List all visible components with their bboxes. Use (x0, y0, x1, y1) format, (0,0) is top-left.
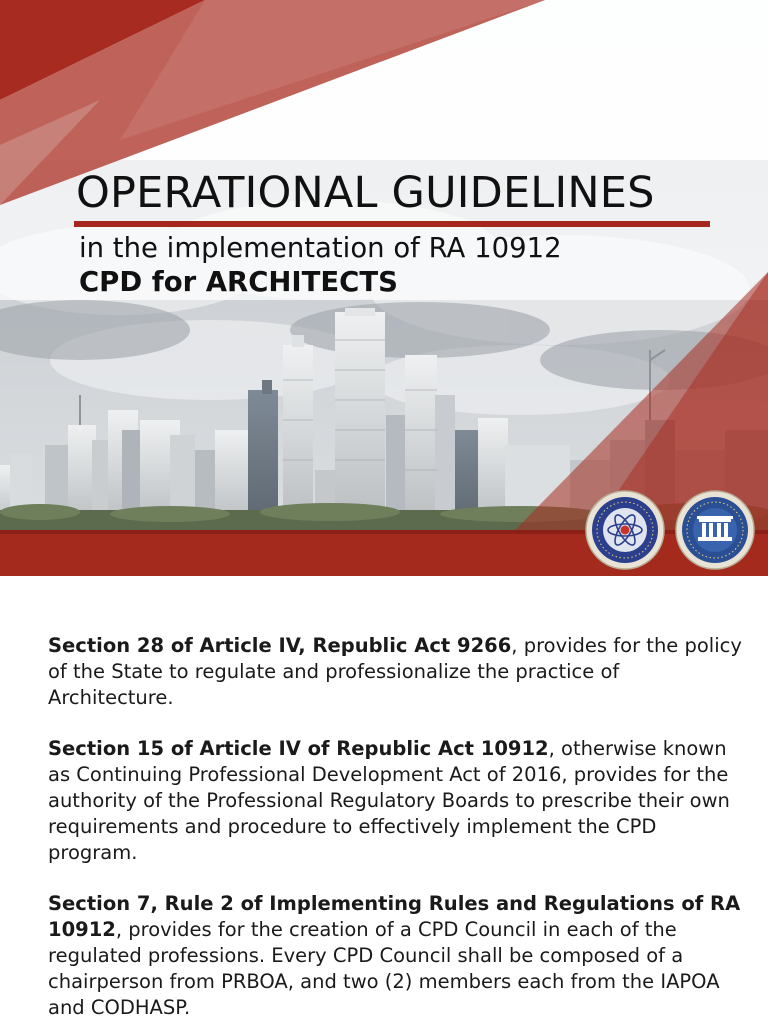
atom-seal-icon (585, 490, 665, 570)
paragraph-text: , provides for the policy of the State to regulate and professionalize the practice of Architecture. (48, 634, 742, 709)
column-seal-icon (675, 490, 755, 570)
subtitle-cpd-emphasis: ARCHITECTS (205, 266, 398, 298)
paragraph-lead: Section 15 of Article IV of Republic Act 10912 (48, 737, 549, 760)
subtitle-cpd-prefix: CPD for (79, 266, 206, 298)
body-text (48, 633, 748, 1024)
title-underline (74, 221, 710, 227)
subtitle: in the implementation of RA 10912 (79, 232, 562, 264)
subtitle-cpd (79, 266, 398, 298)
paragraph-text: , otherwise known as Continuing Professional Development Act of 2016, provides for the authority of the Professional Regulatory Boards to prescribe their own requirements and procedure to effectively implement the CPD program. (48, 737, 730, 864)
paragraph-text: , provides for the creation of a CPD Council in each of the regulated professions. Every CPD Council shall be composed of a chairperson from PRBOA, and two (2) members each from the IAPOA and CODHASP. (48, 918, 720, 1019)
paragraph-lead: Section 28 of Article IV, Republic Act 9266 (48, 634, 512, 657)
paragraph-section-7 (48, 891, 748, 1021)
paragraph-lead: Section 7, Rule 2 of Implementing Rules and Regulations of RA 10912 (48, 892, 741, 941)
paragraph-section-28 (48, 633, 748, 711)
paragraph-section-15 (48, 736, 748, 866)
page-title: OPERATIONAL GUIDELINES (76, 168, 655, 218)
